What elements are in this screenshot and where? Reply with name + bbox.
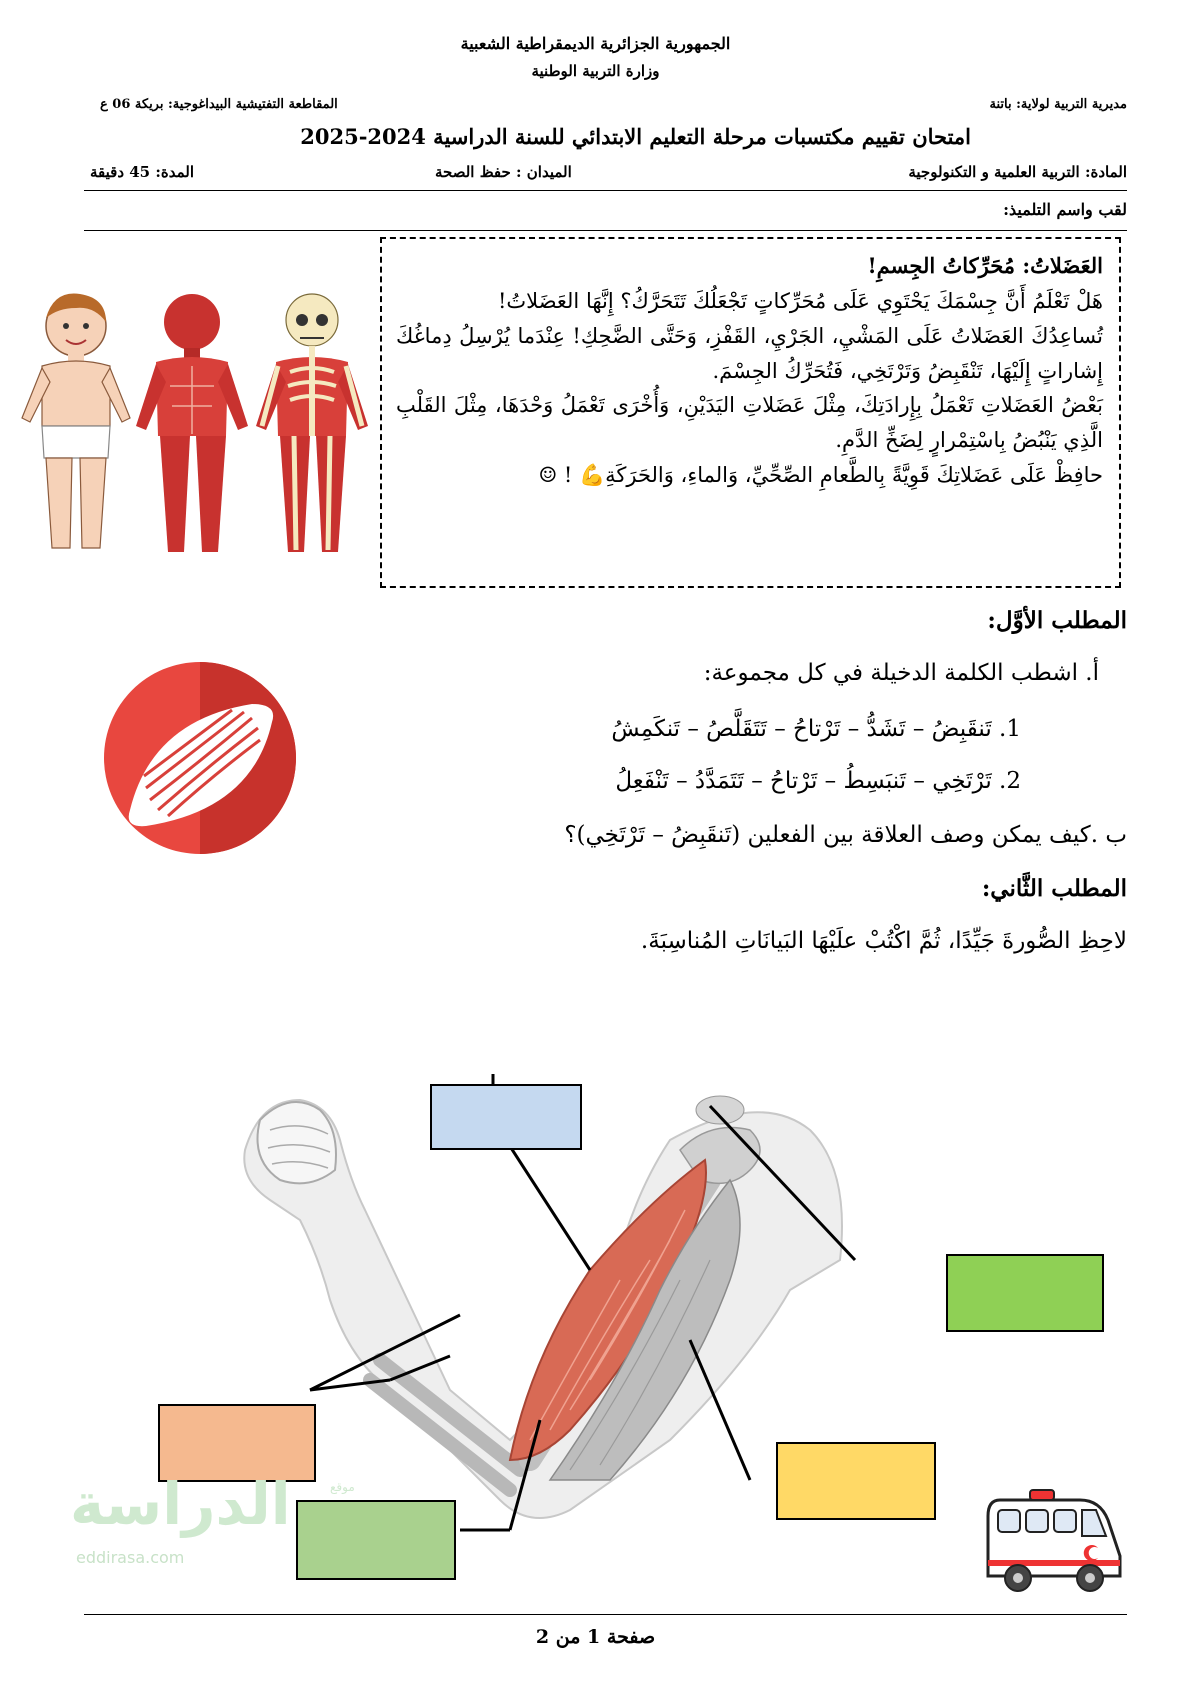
reading-title: العَضَلاتُ: مُحَرِّكاتُ الجِسمِ! [867,253,1103,278]
part2-title: المطلب الثَّاني: [981,875,1127,902]
label-box-biceps[interactable] [430,1084,582,1150]
exam-title: امتحان تقييم مكتسبات مرحلة التعليم الابتدائي للسنة الدراسية 2024-2025 [300,124,971,149]
header-divider [84,190,1127,191]
label-box-shoulder-tendon[interactable] [946,1254,1104,1332]
body-layers-illustration [14,286,369,568]
name-divider [84,230,1127,231]
reading-paragraph-2: تُساعِدُكَ العَضَلاتُ عَلَى المَشْيِ، الجَرْيِ، القَفْزِ، وَحَتَّى الضَّحِكِ! عِنْدَما يُرْسِلُ دِماغُكَ إِشاراتٍ إِلَيْهَا، تَنْقَبِضُ وَتَرْتَخِي، فَتُحَرِّكُ الجِسْمَ. [396,323,1103,383]
word-group-1: 1. تَنقَبِضُ – تَشَدُّ – تَرْتاحُ – تَتَقَلَّصُ – تَنكَمِشُ [611,716,1021,742]
label-box-elbow-tendon[interactable] [296,1500,456,1580]
label-box-triceps[interactable] [776,1442,936,1520]
reading-paragraph-4: حافِظْ عَلَى عَضَلاتِكَ قَوِيَّةً بِالطَّعامِ الصِّحِّيِّ، وَالماءِ، وَالحَرَكَةِ💪 ! ☺ [538,463,1103,488]
part1-title: المطلب الأوَّل: [987,607,1127,634]
inspectorate-label: المقاطعة التفتيشية البيداغوجية: بريكة 06 ع [100,97,338,112]
republic-name: الجمهورية الجزائرية الديمقراطية الشعبية [460,34,731,53]
page-number: صفحة 1 من 2 [535,1626,656,1648]
part1-instruction: أ. اشطب الكلمة الدخيلة في كل مجموعة: [703,660,1099,686]
question-b: ب .كيف يمكن وصف العلاقة بين الفعلين (تَنقَبِضُ – تَرْتَخِي)؟ [564,822,1127,848]
subject-label: المادة: التربية العلمية و التكنولوجية [908,163,1127,181]
part2-instruction: لاحِظِ الصُّورةَ جَيِّدًا، ثُمَّ اكْتُبْ علَيْهَا البَيانَاتِ المُناسِبَةَ. [640,928,1127,954]
reading-box [380,237,1121,588]
watermark-small: موقع [330,1480,355,1494]
ambulance-icon [980,1486,1128,1596]
footer-divider [84,1614,1127,1615]
watermark-logo: الدراسة [70,1470,291,1538]
muscular-figure-icon [136,294,248,552]
word-group-2: 2. تَرْتَخِي – تَنبَسِطُ – تَرْتاحُ – تَتَمَدَّدُ – تَنْفَعِلُ [615,768,1021,794]
directorate-label: مديرية التربية لولاية: باتنة [989,97,1127,112]
duration-label: المدة: 45 دقيقة [90,163,195,181]
ministry-name: وزارة التربية الوطنية [531,62,660,80]
student-name-label: لقب واسم التلميذ: [1003,200,1127,219]
reading-paragraph-3: بَعْضُ العَضَلاتِ تَعْمَلُ بِإِرادَتِكَ، مِثْلَ عَضَلاتِ اليَدَيْنِ، وَأُخْرَى تَعْمَلُ وَحْدَهَا، مِثْلَ القَلْبِ الَّذِي يَنْبُضُ بِاسْتِمْرارٍ لِضَخِّ الدَّمِ. [396,393,1103,453]
muscle-fiber-icon [102,660,298,856]
field-label: الميدان : حفظ الصحة [435,163,572,181]
skeleton-figure-icon [256,294,368,552]
boy-figure-icon [22,294,130,549]
reading-paragraph-1: هَلْ تَعْلَمُ أَنَّ جِسْمَكَ يَحْتَوِي عَلَى مُحَرِّكاتٍ تَجْعَلُكَ تَتَحَرَّكُ؟ إِنَّهَا العَضَلاتُ! [497,288,1103,313]
watermark-url: eddirasa.com [76,1548,185,1567]
